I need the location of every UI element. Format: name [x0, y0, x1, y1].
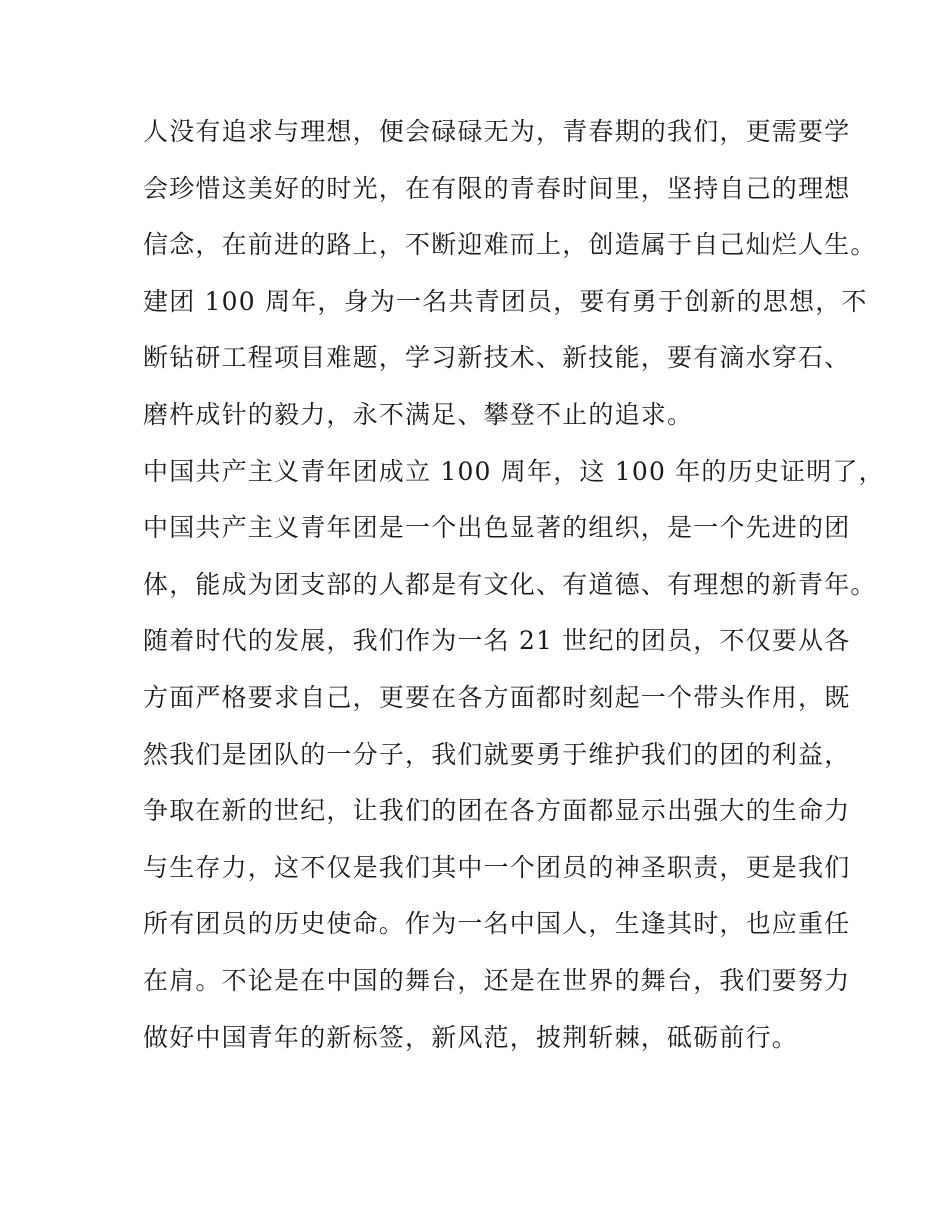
text-line: 会珍惜这美好的时光，在有限的青春时间里，坚持自己的理想	[143, 173, 851, 203]
text-line: 与生存力，这不仅是我们其中一个团员的神圣职责，更是我们	[143, 852, 851, 882]
text-line: 中国共产主义青年团是一个出色显著的组织，是一个先进的团	[143, 513, 851, 543]
text-line: 然我们是团队的一分子，我们就要勇于维护我们的团的利益，	[143, 739, 851, 769]
body-text	[143, 112, 885, 1074]
text-line: 人没有追求与理想，便会碌碌无为，青春期的我们，更需要学	[143, 117, 851, 146]
text-line: 建团 100 周年，身为一名共青团员，要有勇于创新的思想，不	[143, 286, 868, 316]
text-line: 体，能成为团支部的人都是有文化、有道德、有理想的新青年。	[143, 569, 877, 599]
text-line: 方面严格要求自己，更要在各方面都时刻起一个带头作用，既	[143, 682, 851, 712]
text-line: 信念，在前进的路上，不断迎难而上，创造属于自己灿烂人生。	[143, 230, 877, 260]
text-line: 做好中国青年的新标签，新风范，披荆斩棘，砥砺前行。	[143, 1022, 799, 1052]
text-line: 所有团员的历史使命。作为一名中国人，生逢其时，也应重任	[143, 909, 851, 939]
text-line: 磨杵成针的毅力，永不满足、攀登不止的追求。	[143, 399, 694, 429]
text-line: 争取在新的世纪，让我们的团在各方面都显示出强大的生命力	[143, 796, 851, 826]
text-line: 在肩。不论是在中国的舞台，还是在世界的舞台，我们要努力	[143, 965, 851, 995]
text-line: 中国共产主义青年团成立 100 周年，这 100 年的历史证明了，	[143, 456, 885, 486]
text-line: 断钻研工程项目难题，学习新技术、新技能，要有滴水穿石、	[143, 343, 851, 373]
text-line: 随着时代的发展，我们作为一名 21 世纪的团员，不仅要从各	[143, 626, 851, 656]
